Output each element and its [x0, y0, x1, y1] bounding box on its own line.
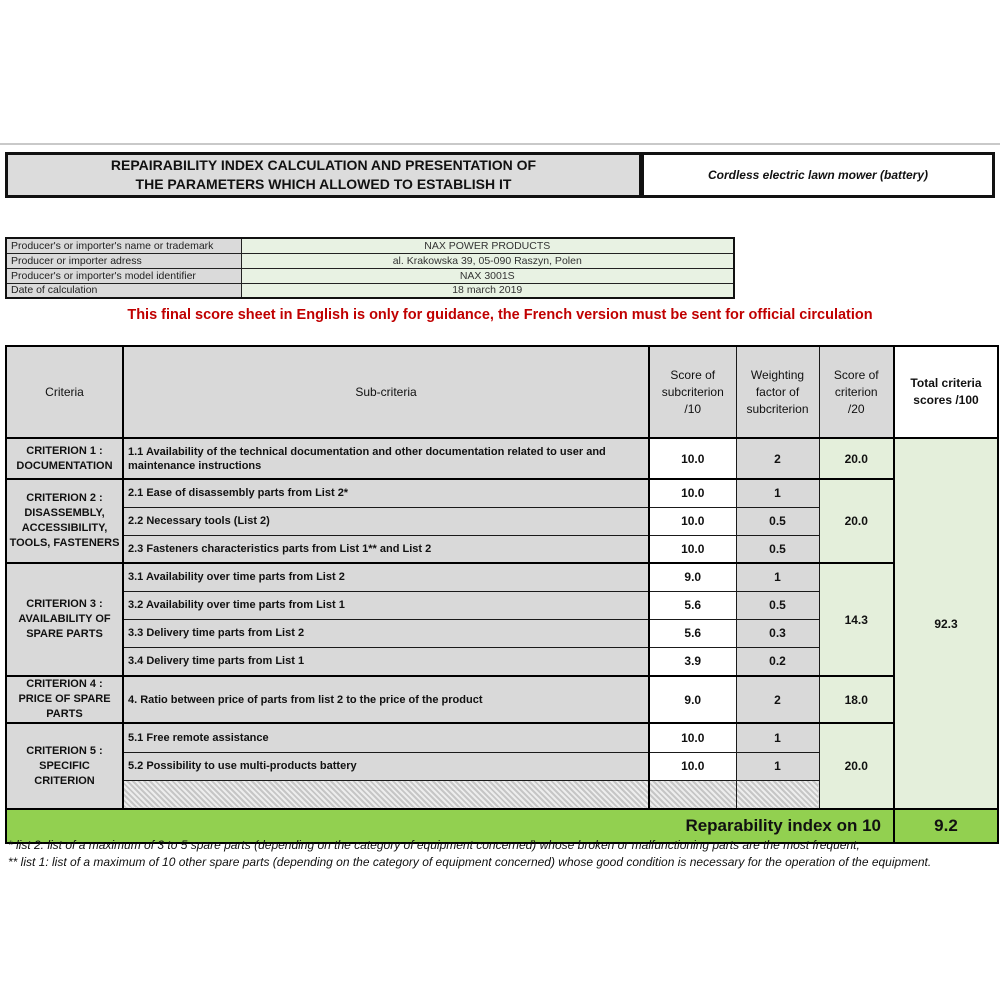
subcriterion-3-4: 3.4 Delivery time parts from List 1 — [123, 647, 649, 676]
producer-model-label: Producer's or importer's model identifier — [6, 268, 241, 283]
score-3-3: 5.6 — [649, 619, 736, 647]
score-table — [5, 345, 999, 844]
table-row — [6, 479, 998, 507]
score-2-2: 10.0 — [649, 507, 736, 535]
footnotes — [8, 837, 993, 871]
weight-3-3: 0.3 — [736, 619, 819, 647]
weight-1-1: 2 — [736, 438, 819, 479]
score-table-header-row — [6, 346, 998, 438]
table-row — [6, 676, 998, 723]
empty-hatched-cell — [123, 780, 649, 809]
table-row — [6, 723, 998, 752]
header-weighting-factor: Weighting factor of subcriterion — [736, 346, 819, 438]
score-4: 9.0 — [649, 676, 736, 723]
weight-3-2: 0.5 — [736, 591, 819, 619]
header-score-subcriterion: Score of subcriterion /10 — [649, 346, 736, 438]
score-3-1: 9.0 — [649, 563, 736, 591]
table-row — [6, 563, 998, 591]
weight-2-1: 1 — [736, 479, 819, 507]
footnote-list-1: ** list 1: list of a maximum of 10 other spare parts (depending on the category of equipment concerned) whose good condition is necessary for the operation of the equipment. — [8, 855, 932, 869]
criterion-1-label: CRITERION 1 : DOCUMENTATION — [6, 438, 123, 479]
subcriterion-5-2: 5.2 Possibility to use multi-products battery — [123, 752, 649, 780]
weight-3-4: 0.2 — [736, 647, 819, 676]
producer-row-name — [6, 238, 734, 253]
weight-5-2: 1 — [736, 752, 819, 780]
criterion-4-score: 18.0 — [819, 676, 894, 723]
producer-info-table — [5, 237, 735, 299]
footnote-list-2: * list 2: list of a maximum of 3 to 5 spare parts (depending on the category of equipment concerned) whose broken or malfunctioning parts are the most frequent; — [8, 838, 860, 852]
score-3-2: 5.6 — [649, 591, 736, 619]
subcriterion-3-3: 3.3 Delivery time parts from List 2 — [123, 619, 649, 647]
criterion-5-score: 20.0 — [819, 723, 894, 809]
weight-3-1: 1 — [736, 563, 819, 591]
producer-model-value: NAX 3001S — [241, 268, 734, 283]
criterion-2-score: 20.0 — [819, 479, 894, 563]
producer-date-label: Date of calculation — [6, 283, 241, 298]
header-criteria: Criteria — [6, 346, 123, 438]
header-score-criterion: Score of criterion /20 — [819, 346, 894, 438]
subcriterion-3-1: 3.1 Availability over time parts from List 2 — [123, 563, 649, 591]
subcriterion-5-1: 5.1 Free remote assistance — [123, 723, 649, 752]
title-line-2: THE PARAMETERS WHICH ALLOWED TO ESTABLISH IT — [135, 176, 512, 192]
top-rule — [0, 143, 1000, 145]
document-header — [5, 152, 995, 198]
subcriterion-2-2: 2.2 Necessary tools (List 2) — [123, 507, 649, 535]
guidance-notice: This final score sheet in English is only for guidance, the French version must be sent for official circulation — [127, 307, 873, 323]
producer-row-model — [6, 268, 734, 283]
producer-row-address — [6, 253, 734, 268]
score-2-1: 10.0 — [649, 479, 736, 507]
reparability-index-value: 9.2 — [894, 809, 998, 843]
empty-hatched-cell — [736, 780, 819, 809]
product-name-box — [642, 152, 995, 198]
reparability-index-label: Reparability index on 10 — [6, 809, 894, 843]
producer-name-value: NAX POWER PRODUCTS — [241, 238, 734, 253]
producer-date-value: 18 march 2019 — [241, 283, 734, 298]
score-1-1: 10.0 — [649, 438, 736, 479]
header-sub-criteria: Sub-criteria — [123, 346, 649, 438]
criterion-1-score: 20.0 — [819, 438, 894, 479]
document-title — [5, 152, 642, 198]
weight-5-1: 1 — [736, 723, 819, 752]
producer-address-label: Producer or importer adress — [6, 253, 241, 268]
criterion-3-label: CRITERION 3 : AVAILABILITY OF SPARE PARTS — [6, 563, 123, 676]
producer-row-date — [6, 283, 734, 298]
score-5-1: 10.0 — [649, 723, 736, 752]
total-criteria-score: 92.3 — [894, 438, 998, 809]
criterion-4-label: CRITERION 4 : PRICE OF SPARE PARTS — [6, 676, 123, 723]
criterion-5-label: CRITERION 5 : SPECIFIC CRITERION — [6, 723, 123, 809]
empty-hatched-cell — [649, 780, 736, 809]
producer-name-label: Producer's or importer's name or trademark — [6, 238, 241, 253]
score-3-4: 3.9 — [649, 647, 736, 676]
header-total-scores: Total criteria scores /100 — [894, 346, 998, 438]
subcriterion-2-1: 2.1 Ease of disassembly parts from List 2* — [123, 479, 649, 507]
weight-2-3: 0.5 — [736, 535, 819, 563]
subcriterion-1-1: 1.1 Availability of the technical documentation and other documentation related to user and maintenance instructions — [123, 438, 649, 479]
product-name: Cordless electric lawn mower (battery) — [707, 168, 929, 182]
producer-address-value: al. Krakowska 39, 05-090 Raszyn, Polen — [241, 253, 734, 268]
subcriterion-4: 4. Ratio between price of parts from list 2 to the price of the product — [123, 676, 649, 723]
criterion-2-label: CRITERION 2 : DISASSEMBLY, ACCESSIBILITY, TOOLS, FASTENERS — [6, 479, 123, 563]
subcriterion-3-2: 3.2 Availability over time parts from List 1 — [123, 591, 649, 619]
subcriterion-2-3: 2.3 Fasteners characteristics parts from List 1** and List 2 — [123, 535, 649, 563]
criterion-3-score: 14.3 — [819, 563, 894, 676]
score-2-3: 10.0 — [649, 535, 736, 563]
weight-2-2: 0.5 — [736, 507, 819, 535]
title-line-1: REPAIRABILITY INDEX CALCULATION AND PRESENTATION OF — [110, 157, 537, 173]
table-row — [6, 438, 998, 479]
score-5-2: 10.0 — [649, 752, 736, 780]
weight-4: 2 — [736, 676, 819, 723]
